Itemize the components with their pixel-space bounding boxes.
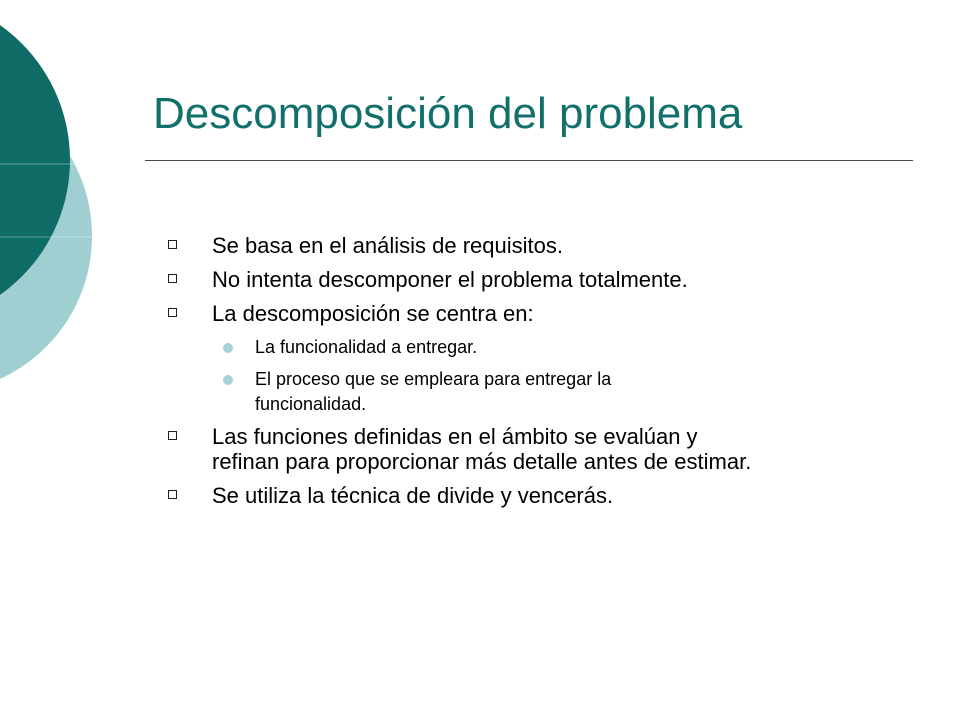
slide-title: Descomposición del problema — [153, 89, 743, 138]
bullet-text: Se utiliza la técnica de divide y vencerás. — [212, 483, 614, 508]
sub-bullet-text: El proceso que se empleara para entregar la funcionalidad. — [255, 369, 612, 414]
square-bullet-icon — [168, 240, 177, 249]
square-bullet-icon — [168, 431, 177, 440]
square-bullet-icon — [168, 274, 177, 283]
square-bullet-icon — [168, 308, 177, 317]
bullet-item — [160, 233, 920, 258]
sub-bullet-item — [160, 335, 920, 360]
bullet-text: Se basa en el análisis de requisitos. — [212, 233, 563, 258]
bullet-text: Las funciones definidas en el ámbito se evalúan y refinan para proporcionar más detalle antes de estimar. — [212, 424, 752, 474]
bullet-list — [160, 233, 920, 517]
bullet-text: No intenta descomponer el problema totalmente. — [212, 267, 688, 292]
bullet-item — [160, 267, 920, 292]
round-bullet-icon — [223, 343, 233, 353]
bullet-text: La descomposición se centra en: — [212, 301, 534, 326]
round-bullet-icon — [223, 375, 233, 385]
sub-bullet-item — [160, 367, 920, 417]
title-divider — [145, 160, 913, 161]
bullet-item — [160, 483, 920, 508]
sub-bullet-text: La funcionalidad a entregar. — [255, 337, 478, 357]
square-bullet-icon — [168, 490, 177, 499]
bullet-item — [160, 301, 920, 326]
bullet-item — [160, 424, 920, 474]
